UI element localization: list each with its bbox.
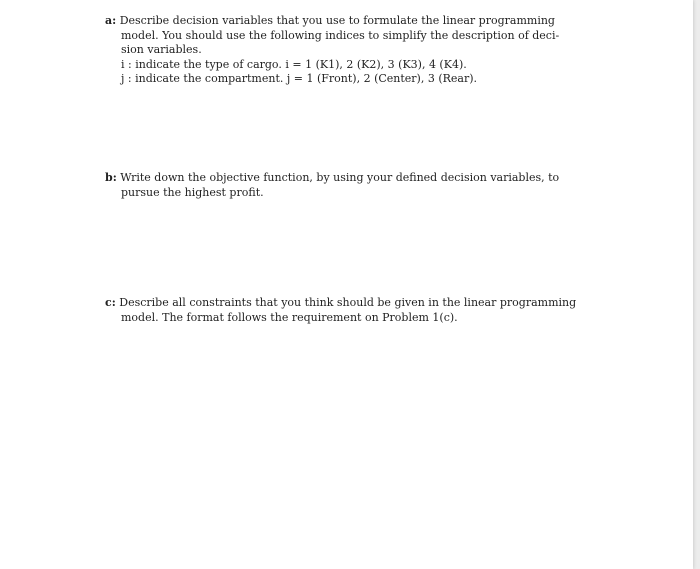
problem-a <box>105 14 583 87</box>
problem-b-label: b: <box>105 171 117 184</box>
problem-a-line-3: sion variables. <box>121 43 202 56</box>
problem-c <box>105 296 583 325</box>
index-i-description: i : indicate the type of cargo. i = 1 (K1), 2 (K2), 3 (K3), 4 (K4). <box>121 57 467 71</box>
index-j-description: j : indicate the compartment. j = 1 (Front), 2 (Center), 3 (Rear). <box>121 72 478 85</box>
problem-c-line-2: model. The format follows the requirement on Problem 1(c). <box>121 310 458 324</box>
problem-c-line-1: Describe all constraints that you think should be given in the linear programming <box>119 296 577 309</box>
problem-a-label: a: <box>105 14 117 27</box>
problem-a-line-1: Describe decision variables that you use to formulate the linear programming <box>119 14 555 27</box>
problem-c-label: c: <box>105 296 116 309</box>
problem-b <box>105 171 583 200</box>
problem-b-line-2: pursue the highest profit. <box>121 185 264 199</box>
problem-b-line-1: Write down the objective function, by using your defined decision variables, to <box>120 171 560 184</box>
problem-a-line-2: model. You should use the following indices to simplify the description of deci- <box>121 28 560 42</box>
